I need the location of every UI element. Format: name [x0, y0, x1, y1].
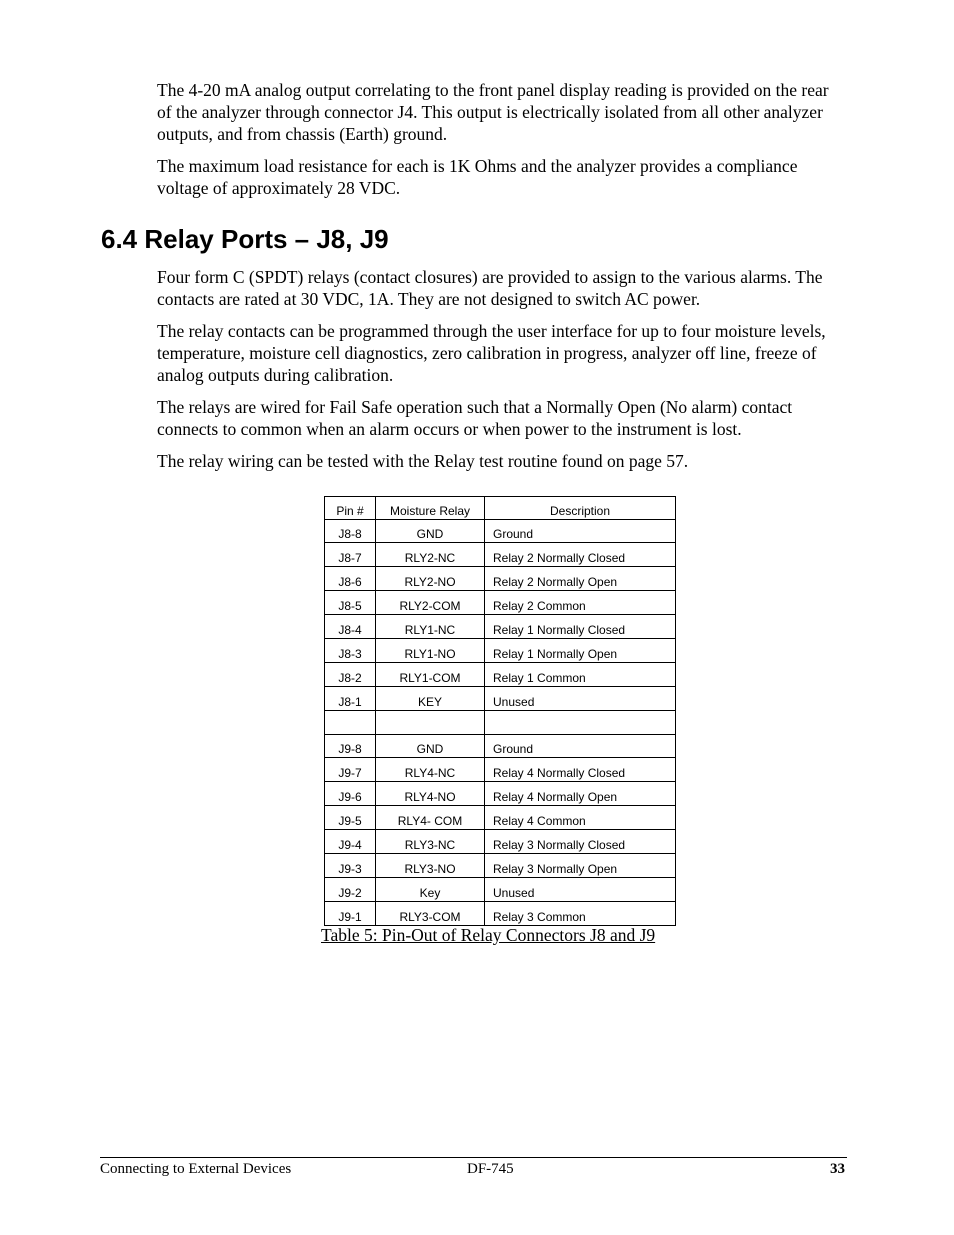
footer-page-number: 33 — [830, 1161, 845, 1177]
cell-relay: RLY2-NC — [376, 543, 485, 567]
cell-description — [485, 710, 676, 734]
section-heading: 6.4 Relay Ports – J8, J9 — [101, 224, 389, 254]
cell-description: Unused — [485, 877, 676, 901]
table-row — [325, 543, 676, 567]
cell-pin: J8-5 — [325, 591, 376, 615]
table-header-row — [325, 497, 676, 520]
table-row — [325, 758, 676, 782]
cell-relay: RLY4-NC — [376, 758, 485, 782]
table-row — [325, 615, 676, 639]
cell-description: Relay 4 Normally Closed — [485, 758, 676, 782]
table-row — [325, 567, 676, 591]
header-pin: Pin # — [325, 497, 376, 520]
table-row — [325, 519, 676, 543]
cell-relay: RLY3-NO — [376, 853, 485, 877]
relay-pinout-table — [324, 496, 676, 926]
cell-pin: J9-5 — [325, 806, 376, 830]
cell-relay: RLY2-NO — [376, 567, 485, 591]
table-row — [325, 806, 676, 830]
cell-relay — [376, 710, 485, 734]
cell-pin: J8-6 — [325, 567, 376, 591]
cell-pin: J8-3 — [325, 638, 376, 662]
table-body — [325, 519, 676, 925]
cell-relay: RLY1-COM — [376, 662, 485, 686]
table-row — [325, 782, 676, 806]
cell-relay: RLY1-NC — [376, 615, 485, 639]
intro-paragraph-analog-output: The 4-20 mA analog output correlating to the front panel display reading is provided on the rear of the analyzer through connector J4. This output is electrically isolated from all other analyzer outputs, and from chassis (Earth) ground. — [157, 80, 829, 144]
cell-description: Relay 3 Normally Open — [485, 853, 676, 877]
cell-relay: RLY2-COM — [376, 591, 485, 615]
cell-relay: Key — [376, 877, 485, 901]
footer-document-id: DF-745 — [467, 1161, 514, 1177]
cell-relay: RLY1-NO — [376, 638, 485, 662]
cell-description: Relay 3 Normally Closed — [485, 830, 676, 854]
cell-pin: J9-6 — [325, 782, 376, 806]
cell-pin: J9-7 — [325, 758, 376, 782]
cell-pin: J8-4 — [325, 615, 376, 639]
cell-relay: RLY4-NO — [376, 782, 485, 806]
cell-description: Relay 1 Common — [485, 662, 676, 686]
paragraph-fail-safe: The relays are wired for Fail Safe operation such that a Normally Open (No alarm) contact connects to common when an alarm occurs or when power to the instrument is lost. — [157, 397, 793, 439]
table-row — [325, 591, 676, 615]
table-caption: Table 5: Pin-Out of Relay Connectors J8 and J9 — [321, 925, 656, 945]
cell-relay: GND — [376, 734, 485, 758]
cell-description: Relay 2 Normally Open — [485, 567, 676, 591]
paragraph-relay-form: Four form C (SPDT) relays (contact closures) are provided to assign to the various alarms. The contacts are rated at 30 VDC, 1A. They are not designed to switch AC power. — [157, 267, 823, 309]
cell-relay: KEY — [376, 686, 485, 710]
cell-description: Relay 1 Normally Open — [485, 638, 676, 662]
cell-description: Relay 1 Normally Closed — [485, 615, 676, 639]
cell-pin: J8-7 — [325, 543, 376, 567]
table-row — [325, 877, 676, 901]
footer-divider — [100, 1157, 847, 1158]
cell-pin: J9-1 — [325, 901, 376, 925]
footer-chapter-title: Connecting to External Devices — [100, 1161, 292, 1177]
table-row — [325, 853, 676, 877]
cell-relay: GND — [376, 519, 485, 543]
cell-pin: J8-2 — [325, 662, 376, 686]
table-row — [325, 638, 676, 662]
cell-pin: J8-1 — [325, 686, 376, 710]
cell-description: Ground — [485, 734, 676, 758]
table-row — [325, 662, 676, 686]
table-row — [325, 710, 676, 734]
cell-description: Relay 4 Common — [485, 806, 676, 830]
cell-pin: J9-2 — [325, 877, 376, 901]
intro-paragraph-load-resistance: The maximum load resistance for each is 1K Ohms and the analyzer provides a compliance voltage of approximately 28 VDC. — [157, 156, 798, 198]
cell-pin: J9-4 — [325, 830, 376, 854]
paragraph-relay-programming: The relay contacts can be programmed through the user interface for up to four moisture levels, temperature, moisture cell diagnostics, zero calibration in progress, analyzer off line, freeze of analog outputs during calibration. — [157, 321, 826, 385]
cell-relay: RLY4- COM — [376, 806, 485, 830]
cell-description: Unused — [485, 686, 676, 710]
cell-description: Relay 2 Normally Closed — [485, 543, 676, 567]
cell-relay: RLY3-COM — [376, 901, 485, 925]
header-moisture-relay: Moisture Relay — [376, 497, 485, 520]
cell-description: Relay 4 Normally Open — [485, 782, 676, 806]
cell-description: Ground — [485, 519, 676, 543]
table-row — [325, 830, 676, 854]
header-description: Description — [485, 497, 676, 520]
cell-relay: RLY3-NC — [376, 830, 485, 854]
paragraph-relay-test: The relay wiring can be tested with the Relay test routine found on page 57. — [157, 451, 689, 471]
table-row — [325, 901, 676, 925]
cell-description: Relay 3 Common — [485, 901, 676, 925]
cell-pin — [325, 710, 376, 734]
cell-pin: J9-8 — [325, 734, 376, 758]
cell-pin: J9-3 — [325, 853, 376, 877]
cell-pin: J8-8 — [325, 519, 376, 543]
table-row — [325, 734, 676, 758]
table-row — [325, 686, 676, 710]
cell-description: Relay 2 Common — [485, 591, 676, 615]
